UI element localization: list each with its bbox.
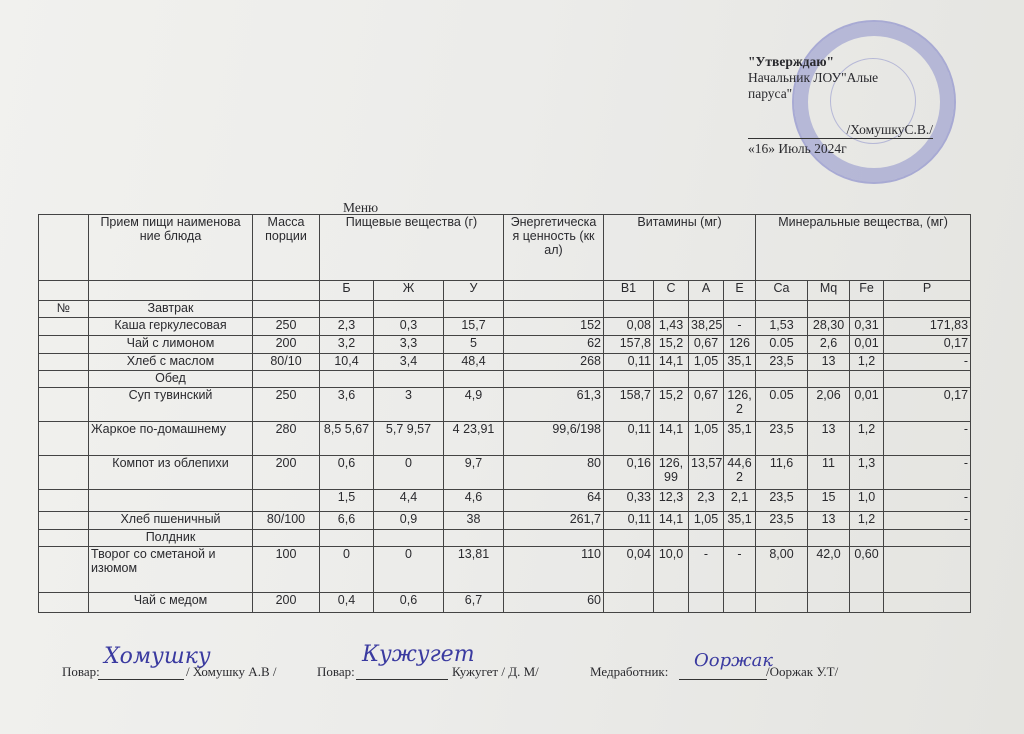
- cell-e: 110: [504, 547, 604, 593]
- cook1-handwritten-signature: Хомушку: [104, 644, 211, 669]
- cell-ca: 23,5: [756, 512, 808, 530]
- cook2-label: Повар:: [317, 664, 355, 679]
- cell-a: 1,05: [689, 512, 724, 530]
- cell-name: Суп тувинский: [89, 388, 253, 422]
- cell-mq: [808, 593, 850, 613]
- cell-e: 99,6/198: [504, 422, 604, 456]
- cell-ca: 0.05: [756, 388, 808, 422]
- cell-p: 0,17: [884, 336, 971, 354]
- section-label: Полдник: [89, 530, 253, 547]
- cell-ca: 23,5: [756, 354, 808, 371]
- cell-ca: 23,5: [756, 422, 808, 456]
- minerals-header: Минеральные вещества, (мг): [756, 215, 971, 281]
- cell-e: 60: [504, 593, 604, 613]
- cell-b: 3,2: [320, 336, 374, 354]
- cell-e: 261,7: [504, 512, 604, 530]
- subheader-row: [39, 281, 971, 301]
- cell-a: [689, 593, 724, 613]
- cell-mass: 200: [253, 456, 320, 490]
- cell-mq: 2,6: [808, 336, 850, 354]
- cell-mq: 13: [808, 354, 850, 371]
- cell-mass: 100: [253, 547, 320, 593]
- cell-p: -: [884, 490, 971, 512]
- row-number-cell: [39, 593, 89, 613]
- cell-zh: 3: [374, 388, 444, 422]
- cell-fe: 0,01: [850, 388, 884, 422]
- cell-a: -: [689, 547, 724, 593]
- cell-a: 1,05: [689, 422, 724, 456]
- cell-fe: 0,01: [850, 336, 884, 354]
- row-number-cell: [39, 336, 89, 354]
- cell-fe: 1,2: [850, 422, 884, 456]
- sub-zh: Ж: [374, 281, 444, 301]
- cell-p: 0,17: [884, 388, 971, 422]
- nutrients-header: Пищевые вещества (г): [320, 215, 504, 281]
- cell-a: 13,57: [689, 456, 724, 490]
- cell-zh: 0,9: [374, 512, 444, 530]
- table-row: [39, 388, 971, 422]
- table-row: [39, 512, 971, 530]
- section-snack: [39, 530, 971, 547]
- row-number-cell: [39, 547, 89, 593]
- sub-e: Е: [724, 281, 756, 301]
- cell-mq: 13: [808, 512, 850, 530]
- cell-zh: 0,6: [374, 593, 444, 613]
- table-row: [39, 336, 971, 354]
- cell-b: 8,5 5,67: [320, 422, 374, 456]
- row-number-cell: [39, 456, 89, 490]
- cell-ee: 126: [724, 336, 756, 354]
- cell-ee: 44,6 2: [724, 456, 756, 490]
- cell-p: -: [884, 512, 971, 530]
- cell-c: 15,2: [654, 336, 689, 354]
- sub-b1: В1: [604, 281, 654, 301]
- cell-zh: 3,3: [374, 336, 444, 354]
- cell-e: 64: [504, 490, 604, 512]
- cell-ca: 8,00: [756, 547, 808, 593]
- cell-mass: 200: [253, 336, 320, 354]
- cell-p: [884, 593, 971, 613]
- cell-p: -: [884, 354, 971, 371]
- cell-b1: 0,11: [604, 512, 654, 530]
- sub-c: С: [654, 281, 689, 301]
- cell-c: 1,43: [654, 318, 689, 336]
- medic-label: Медработник:: [590, 664, 669, 679]
- header-row: [39, 215, 971, 281]
- cell-b1: 0,16: [604, 456, 654, 490]
- cell-mass: 250: [253, 388, 320, 422]
- cell-ee: 35,1: [724, 422, 756, 456]
- approval-title: "Утверждаю": [748, 54, 835, 69]
- approval-signer: /ХомушкуС.В./: [748, 122, 933, 139]
- cell-name: Хлеб с маслом: [89, 354, 253, 371]
- cell-ee: [724, 593, 756, 613]
- mass-header: Масса порции: [253, 215, 320, 281]
- cell-name: Каша геркулесовая: [89, 318, 253, 336]
- cell-mq: 2,06: [808, 388, 850, 422]
- sub-b: Б: [320, 281, 374, 301]
- meal-header: Прием пищи наименова ние блюда: [89, 215, 253, 281]
- cell-a: 2,3: [689, 490, 724, 512]
- sub-u: У: [444, 281, 504, 301]
- cell-b: 3,6: [320, 388, 374, 422]
- cell-b1: 0,11: [604, 422, 654, 456]
- cell-fe: 1,0: [850, 490, 884, 512]
- row-number-cell: [39, 354, 89, 371]
- cell-zh: 0,3: [374, 318, 444, 336]
- row-number-cell: [39, 512, 89, 530]
- cell-name: Жаркое по-домашнему: [89, 422, 253, 456]
- cell-mass: 280: [253, 422, 320, 456]
- cell-u: 6,7: [444, 593, 504, 613]
- num-header-top: [39, 215, 89, 281]
- cell-fe: 0,60: [850, 547, 884, 593]
- cell-name: Компот из облепихи: [89, 456, 253, 490]
- table-row: [39, 354, 971, 371]
- table-row: [39, 456, 971, 490]
- cell-name: Творог со сметаной и изюмом: [89, 547, 253, 593]
- sub-ca: Ca: [756, 281, 808, 301]
- cell-fe: 1,3: [850, 456, 884, 490]
- table-row: [39, 593, 971, 613]
- cell-c: 10,0: [654, 547, 689, 593]
- cell-c: 14,1: [654, 512, 689, 530]
- cell-zh: 4,4: [374, 490, 444, 512]
- cell-b: 0,4: [320, 593, 374, 613]
- cell-b1: 0,08: [604, 318, 654, 336]
- cell-c: 12,3: [654, 490, 689, 512]
- cell-mass: 80/100: [253, 512, 320, 530]
- cell-e: 152: [504, 318, 604, 336]
- medic-handwritten-signature: Ооржак: [694, 650, 774, 671]
- cell-mass: 200: [253, 593, 320, 613]
- row-number-cell: [39, 318, 89, 336]
- cell-b1: 0,33: [604, 490, 654, 512]
- cell-fe: 1,2: [850, 512, 884, 530]
- cell-b: 6,6: [320, 512, 374, 530]
- table-row: [39, 547, 971, 593]
- cell-u: 13,81: [444, 547, 504, 593]
- cell-ee: -: [724, 547, 756, 593]
- cell-e: 80: [504, 456, 604, 490]
- section-label: Обед: [89, 371, 253, 388]
- cell-b1: 158,7: [604, 388, 654, 422]
- cell-u: 38: [444, 512, 504, 530]
- sub-p: P: [884, 281, 971, 301]
- cell-p: -: [884, 456, 971, 490]
- cell-zh: 0: [374, 547, 444, 593]
- cell-e: 61,3: [504, 388, 604, 422]
- cell-name: Хлеб пшеничный: [89, 512, 253, 530]
- section-lunch: [39, 371, 971, 388]
- table-row: [39, 422, 971, 456]
- cell-u: 9,7: [444, 456, 504, 490]
- cell-mq: 28,30: [808, 318, 850, 336]
- cell-a: 1,05: [689, 354, 724, 371]
- cell-ee: 35,1: [724, 354, 756, 371]
- cell-mass: 250: [253, 318, 320, 336]
- cell-c: 126, 99: [654, 456, 689, 490]
- approval-block: [748, 54, 933, 157]
- cell-mass: [253, 490, 320, 512]
- cell-a: 38,25: [689, 318, 724, 336]
- cell-ca: 1,53: [756, 318, 808, 336]
- cell-b: 1,5: [320, 490, 374, 512]
- cell-e: 268: [504, 354, 604, 371]
- num-header: №: [39, 301, 89, 318]
- cell-zh: 3,4: [374, 354, 444, 371]
- cell-ee: 2,1: [724, 490, 756, 512]
- cell-p: 171,83: [884, 318, 971, 336]
- cell-fe: 0,31: [850, 318, 884, 336]
- table-row: [39, 490, 971, 512]
- cell-b: 2,3: [320, 318, 374, 336]
- table-row: [39, 318, 971, 336]
- cell-ca: 11,6: [756, 456, 808, 490]
- cell-b1: [604, 593, 654, 613]
- cell-b: 10,4: [320, 354, 374, 371]
- cook1-name: / Хомушку А.В /: [186, 664, 277, 679]
- energy-header: Энергетическа я ценность (кк ал): [504, 215, 604, 281]
- cell-p: [884, 547, 971, 593]
- cell-p: -: [884, 422, 971, 456]
- cell-c: 14,1: [654, 422, 689, 456]
- cell-u: 4,9: [444, 388, 504, 422]
- cell-c: [654, 593, 689, 613]
- row-number-cell: [39, 388, 89, 422]
- row-number-cell: [39, 490, 89, 512]
- medic-name: /Ооржак У.Т/: [766, 664, 839, 679]
- cell-ca: 23,5: [756, 490, 808, 512]
- cell-ee: -: [724, 318, 756, 336]
- cell-zh: 0: [374, 456, 444, 490]
- cell-ee: 35,1: [724, 512, 756, 530]
- cell-mass: 80/10: [253, 354, 320, 371]
- cell-fe: [850, 593, 884, 613]
- approval-line1: Начальник ЛОУ"Алые: [748, 70, 879, 85]
- cell-ca: [756, 593, 808, 613]
- cell-b: 0: [320, 547, 374, 593]
- cell-b: 0,6: [320, 456, 374, 490]
- cell-e: 62: [504, 336, 604, 354]
- sub-fe: Fe: [850, 281, 884, 301]
- cell-a: 0,67: [689, 336, 724, 354]
- approval-date: «16» Июль 2024г: [748, 141, 847, 156]
- section-label: Завтрак: [89, 301, 253, 318]
- cook2-name: Кужугет / Д. М/: [452, 664, 539, 679]
- cell-mq: 11: [808, 456, 850, 490]
- cell-b1: 0,04: [604, 547, 654, 593]
- menu-table: [38, 214, 971, 613]
- cell-u: 4,6: [444, 490, 504, 512]
- cell-mq: 42,0: [808, 547, 850, 593]
- cell-u: 48,4: [444, 354, 504, 371]
- cook2-handwritten-signature: Кужугет: [362, 642, 475, 667]
- vitamins-header: Витамины (мг): [604, 215, 756, 281]
- cell-u: 4 23,91: [444, 422, 504, 456]
- cell-mq: 15: [808, 490, 850, 512]
- cell-mq: 13: [808, 422, 850, 456]
- cell-name: Чай с медом: [89, 593, 253, 613]
- row-number-cell: [39, 422, 89, 456]
- cell-ca: 0.05: [756, 336, 808, 354]
- cell-b1: 0,11: [604, 354, 654, 371]
- cell-ee: 126, 2: [724, 388, 756, 422]
- cell-c: 14,1: [654, 354, 689, 371]
- cell-b1: 157,8: [604, 336, 654, 354]
- sub-mq: Mq: [808, 281, 850, 301]
- cell-a: 0,67: [689, 388, 724, 422]
- cell-name: Чай с лимоном: [89, 336, 253, 354]
- sub-a: А: [689, 281, 724, 301]
- cell-u: 15,7: [444, 318, 504, 336]
- approval-line2: паруса": [748, 86, 793, 101]
- cell-fe: 1,2: [850, 354, 884, 371]
- section-breakfast: [39, 301, 971, 318]
- cell-name: [89, 490, 253, 512]
- menu-title: Меню: [343, 200, 379, 215]
- cell-u: 5: [444, 336, 504, 354]
- cook1-label: Повар:: [62, 664, 100, 679]
- cell-c: 15,2: [654, 388, 689, 422]
- cell-zh: 5,7 9,57: [374, 422, 444, 456]
